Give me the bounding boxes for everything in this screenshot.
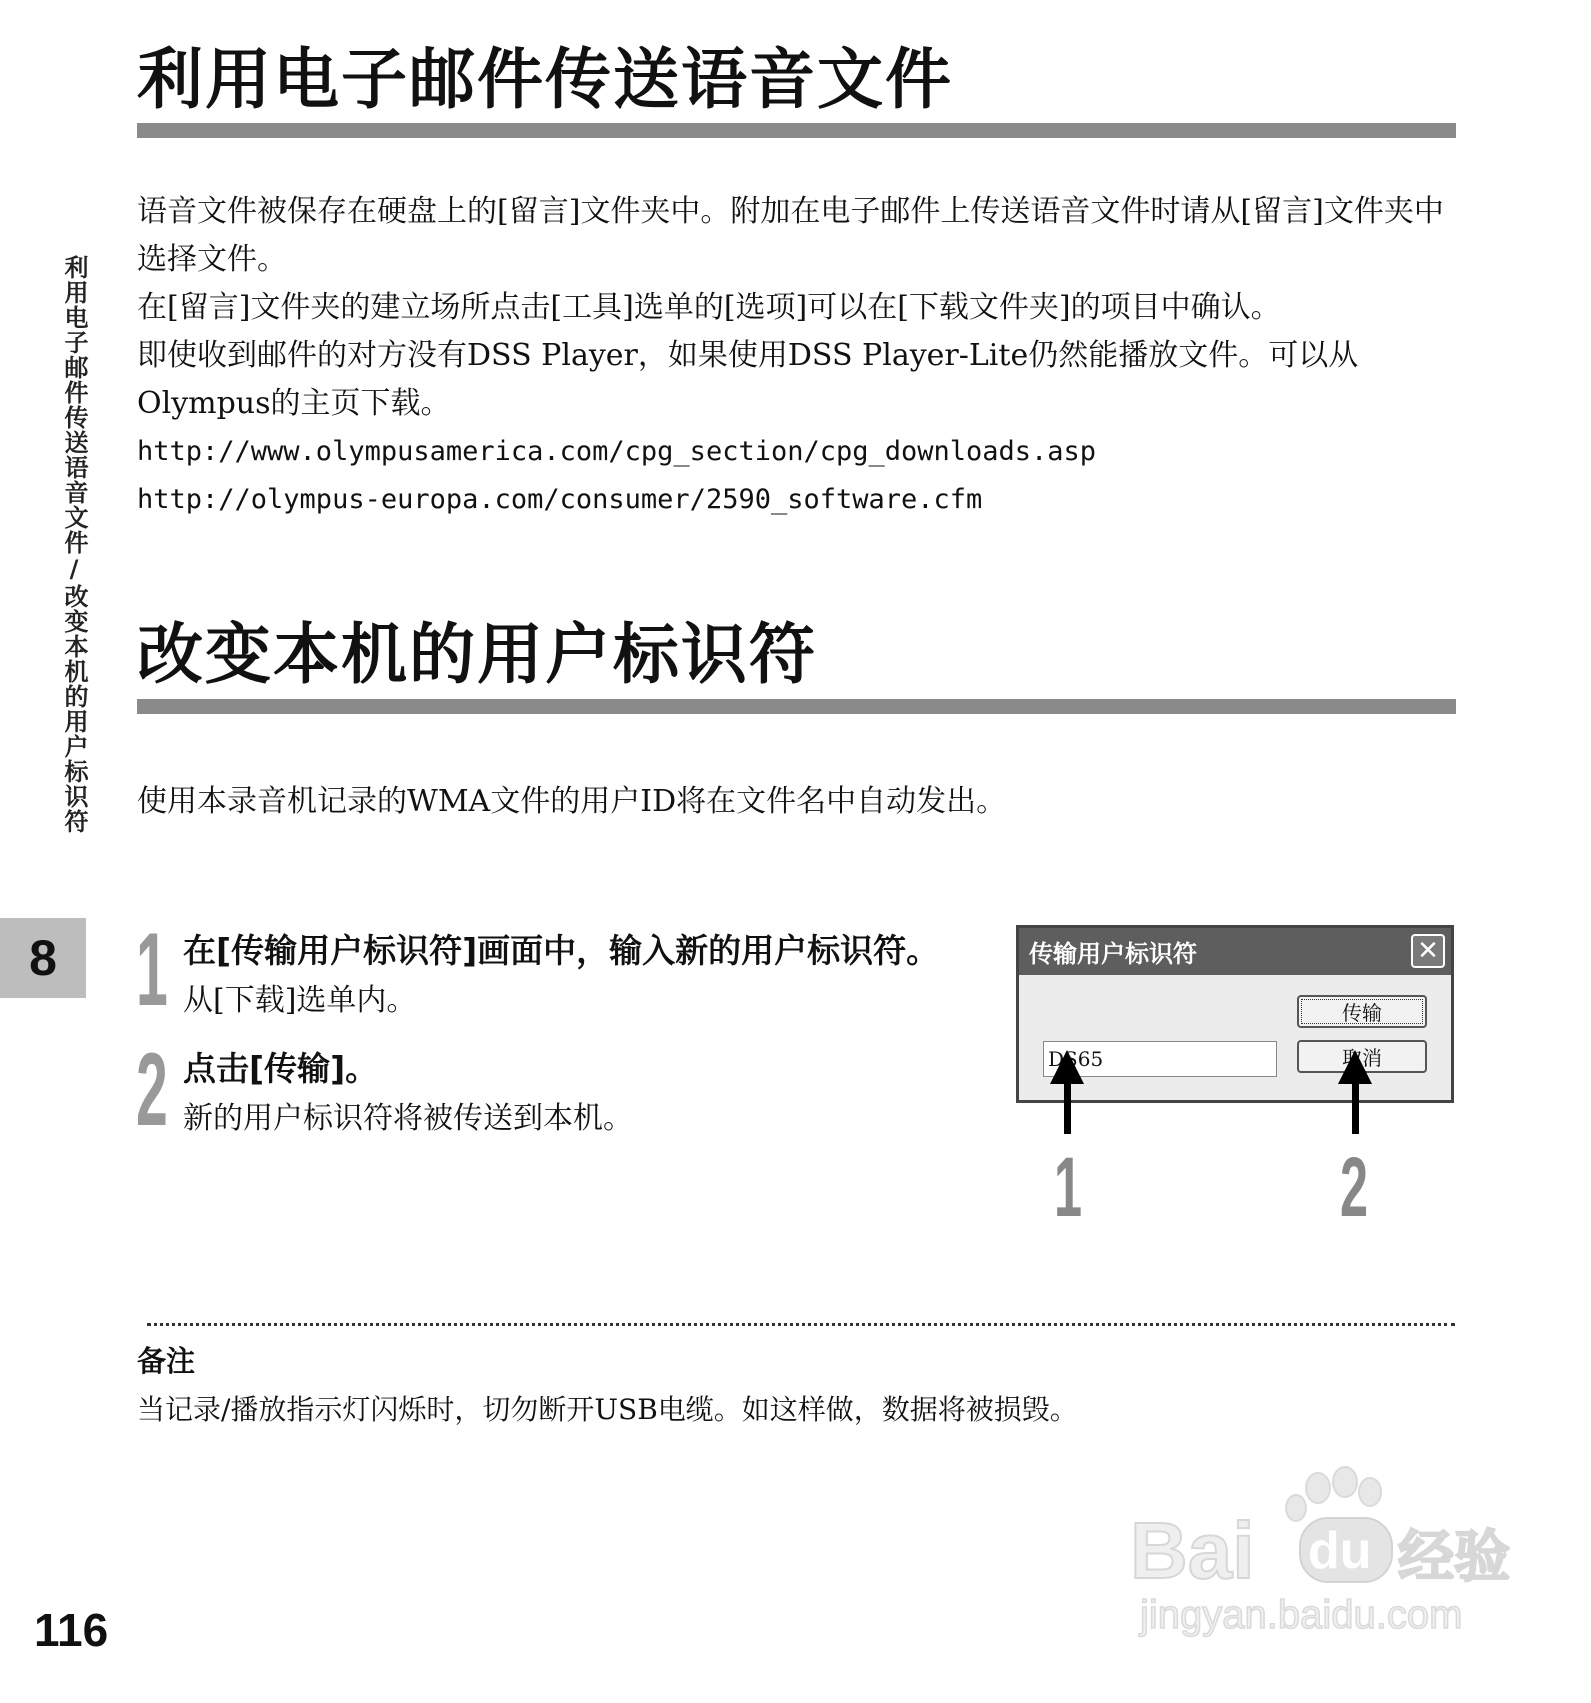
section2-title: 改变本机的用户标识符 xyxy=(137,616,817,693)
svg-text:Bai: Bai xyxy=(1130,1506,1255,1595)
arrow-shaft xyxy=(1352,1082,1359,1134)
close-icon[interactable]: ✕ xyxy=(1411,934,1445,968)
callout-number: 2 xyxy=(1340,1140,1369,1234)
arrow-up-icon xyxy=(1050,1050,1084,1084)
chapter-tab xyxy=(0,918,86,998)
dialog-titlebar xyxy=(1019,928,1451,975)
section1-paragraph: 即使收到邮件的对方没有DSS Player，如果使用DSS Player-Lite仍然能播放文件。可以从Olympus的主页下载。 xyxy=(137,338,1359,421)
note-heading: 备注 xyxy=(137,1344,196,1378)
chapter-number: 8 xyxy=(29,930,57,986)
note-divider xyxy=(147,1323,1455,1326)
section1-paragraph: 在[留言]文件夹的建立场所点击[工具]选单的[选项]可以在[下载文件夹]的项目中确认。 xyxy=(137,290,1281,325)
step-description: 新的用户标识符将被传送到本机。 xyxy=(183,1101,633,1136)
section2-intro: 使用本录音机记录的WMA文件的用户ID将在文件名中自动发出。 xyxy=(137,784,1007,819)
svg-text:du: du xyxy=(1308,1522,1372,1580)
step-title: 点击[传输]。 xyxy=(183,1049,379,1088)
cancel-button[interactable]: 取消 xyxy=(1297,1040,1427,1073)
section1-rule xyxy=(137,123,1456,138)
svg-text:经验: 经验 xyxy=(1398,1525,1510,1590)
olympus-europa-link[interactable]: http://olympus-europa.com/consumer/2590_software.cfm xyxy=(137,484,983,515)
transfer-button[interactable]: 传输 xyxy=(1297,995,1427,1028)
sidebar-section-title: 利用电子邮件传送语音文件/改变本机的用户标识符 xyxy=(60,255,88,834)
section1-paragraph: 语音文件被保存在硬盘上的[留言]文件夹中。附加在电子邮件上传送语音文件时请从[留言]文件夹中选择文件。 xyxy=(137,194,1444,277)
step-description: 从[下载]选单内。 xyxy=(183,983,417,1018)
note-text: 当记录/播放指示灯闪烁时，切勿断开USB电缆。如这样做，数据将被损毁。 xyxy=(137,1393,1078,1426)
baidu-watermark-logo xyxy=(1120,1460,1510,1640)
arrow-shaft xyxy=(1064,1082,1071,1134)
step-number: 2 xyxy=(136,1032,168,1148)
step-title: 在[传输用户标识符]画面中，输入新的用户标识符。 xyxy=(183,931,940,970)
section2-rule xyxy=(137,699,1456,714)
section1-body xyxy=(137,188,1457,524)
section1-title: 利用电子邮件传送语音文件 xyxy=(137,41,953,118)
dialog-title: 传输用户标识符 xyxy=(1029,940,1197,968)
callout-number: 1 xyxy=(1054,1140,1083,1234)
step-number: 1 xyxy=(136,912,168,1028)
arrow-up-icon xyxy=(1338,1050,1372,1084)
page-number: 116 xyxy=(34,1604,109,1656)
svg-text:jingyan.baidu.com: jingyan.baidu.com xyxy=(1140,1593,1463,1637)
user-id-input[interactable]: DS65 xyxy=(1043,1041,1277,1077)
olympus-america-link[interactable]: http://www.olympusamerica.com/cpg_section/cpg_downloads.asp xyxy=(137,436,1097,467)
